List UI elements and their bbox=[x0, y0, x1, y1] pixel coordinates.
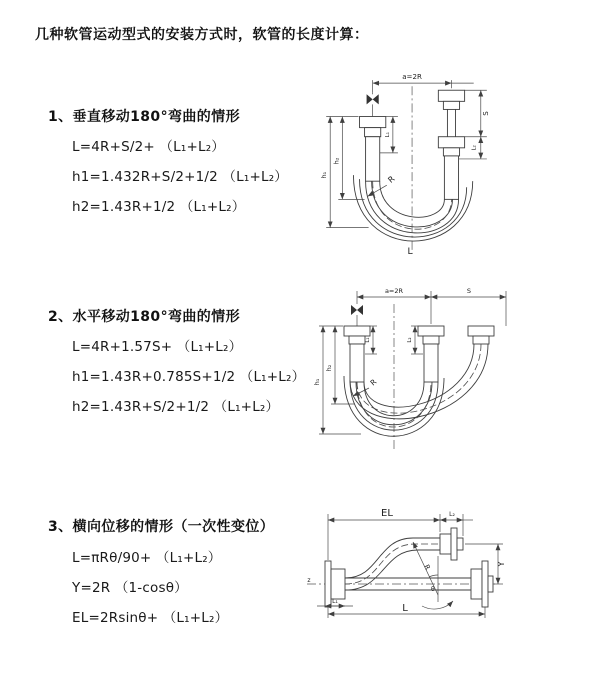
dim-label-y: Y bbox=[497, 561, 506, 567]
dim-label-l2: L₂ bbox=[471, 145, 478, 151]
centerline-label: z bbox=[307, 577, 311, 584]
valve-icon bbox=[367, 92, 379, 116]
section-3-heading: 3、横向位移的情形（一次性变位） bbox=[48, 519, 275, 535]
formula-line: L=4R+S/2+ （L₁+L₂） bbox=[72, 139, 226, 155]
diagram-horizontal-bend bbox=[308, 282, 600, 462]
dim-label-s: S bbox=[480, 111, 490, 116]
formula-line: Y=2R （1-cosθ） bbox=[72, 580, 188, 596]
diagram-vertical-bend bbox=[310, 68, 598, 260]
dim-label-l2: L₂ bbox=[407, 337, 413, 343]
dim-label-r: R bbox=[422, 563, 432, 572]
dimension-a2r bbox=[357, 287, 506, 326]
braided-hose bbox=[366, 137, 380, 181]
dim-label-l1: L₁ bbox=[384, 132, 391, 138]
dim-label-h2: h₂ bbox=[332, 157, 341, 165]
dim-label-a2r: a=2R bbox=[402, 72, 422, 82]
section-1-heading: 1、垂直移动180°弯曲的情形 bbox=[48, 109, 240, 125]
dim-label-a2r: a=2R bbox=[384, 287, 404, 295]
page-title: 几种软管运动型式的安装方式时，软管的长度计算： bbox=[35, 27, 369, 43]
braided-hose bbox=[350, 344, 364, 382]
diagram-lateral-displacement bbox=[295, 498, 595, 643]
dimension-s bbox=[465, 90, 490, 136]
dim-label-l1: L₁ bbox=[332, 598, 338, 605]
dim-label-l: L bbox=[407, 246, 413, 257]
dim-label-h2: h₂ bbox=[325, 364, 333, 372]
formula-line: h2=1.43R+1/2 （L₁+L₂） bbox=[72, 199, 246, 215]
left-fitting bbox=[360, 117, 386, 182]
dim-label-l2: L₂ bbox=[449, 511, 455, 518]
braided-hose bbox=[444, 156, 458, 199]
right-flange-displaced bbox=[440, 528, 463, 560]
lateral-displacement-drawing bbox=[295, 498, 595, 643]
right-fitting bbox=[468, 326, 494, 344]
formula-line: EL=2Rsinθ+ （L₁+L₂） bbox=[72, 610, 229, 626]
dim-label-l: L bbox=[402, 603, 408, 614]
right-flange-original bbox=[471, 561, 493, 607]
formula-line: h1=1.432R+S/2+1/2 （L₁+L₂） bbox=[72, 169, 289, 185]
formula-line: h2=1.43R+S/2+1/2 （L₁+L₂） bbox=[72, 399, 280, 415]
horizontal-bend-drawing bbox=[308, 282, 600, 462]
braided-hose bbox=[424, 344, 438, 382]
vertical-bend-drawing bbox=[310, 68, 598, 260]
dim-label-l1: L₁ bbox=[365, 337, 371, 343]
dim-label-el: EL bbox=[381, 508, 393, 519]
dimension-s bbox=[431, 287, 506, 297]
formula-line: L=4R+1.57S+ （L₁+L₂） bbox=[72, 339, 243, 355]
formula-line: h1=1.43R+0.785S+1/2 （L₁+L₂） bbox=[72, 369, 306, 385]
dim-label-r: R bbox=[368, 377, 379, 388]
hose-s-curve bbox=[345, 538, 440, 590]
dim-label-s: S bbox=[466, 287, 472, 295]
valve-icon bbox=[351, 305, 363, 326]
section-2-heading: 2、水平移动180°弯曲的情形 bbox=[48, 309, 240, 325]
dim-label-theta: θ bbox=[431, 586, 435, 593]
formula-line: L=πRθ/90+ （L₁+L₂） bbox=[72, 550, 222, 566]
dim-label-r: R bbox=[385, 173, 397, 185]
dim-label-h1: h₁ bbox=[320, 171, 329, 179]
dimension-l1 bbox=[317, 598, 353, 606]
right-fitting bbox=[438, 90, 464, 199]
dimension-a2r bbox=[373, 72, 474, 92]
dimension-l bbox=[328, 603, 485, 618]
hose-centerline bbox=[357, 344, 481, 413]
dim-label-h1: h₁ bbox=[313, 378, 321, 386]
